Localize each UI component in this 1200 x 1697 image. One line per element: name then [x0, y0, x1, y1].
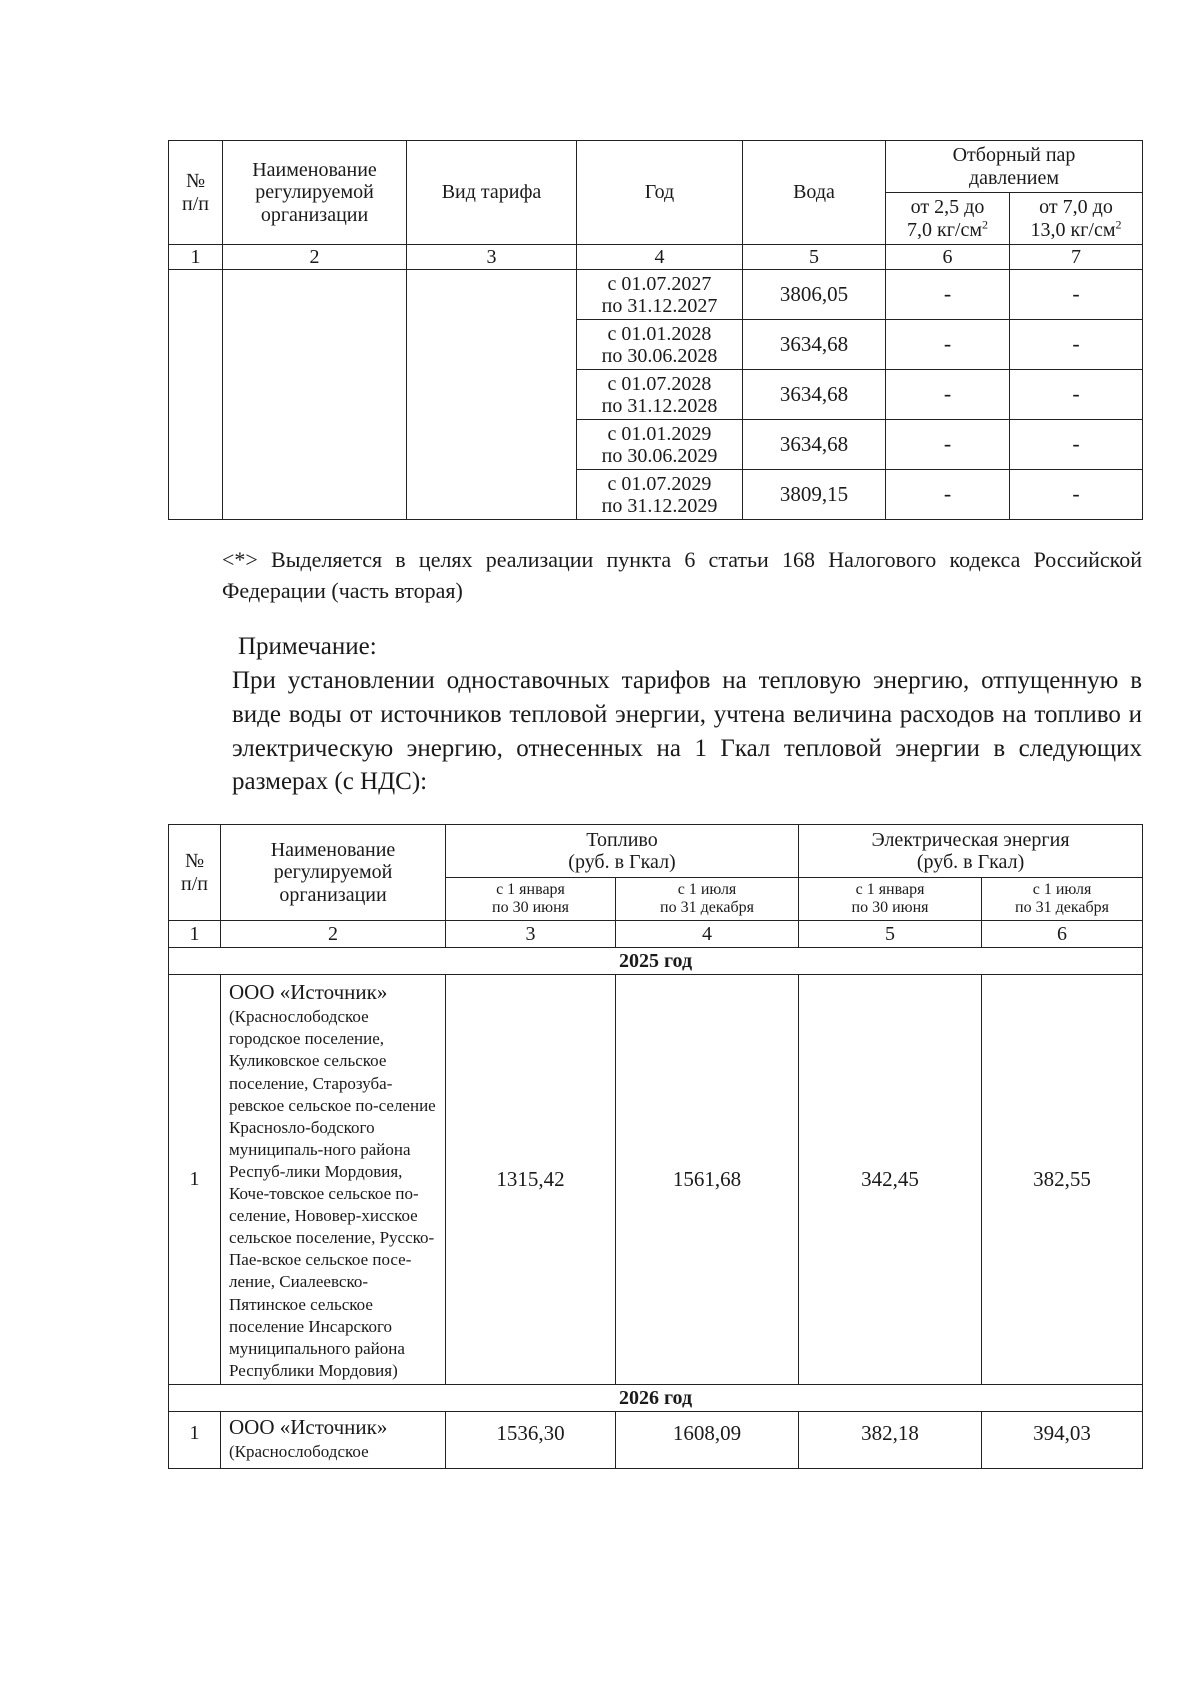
water-value: 3634,68 [743, 420, 886, 470]
header-fuel: Топливо (руб. в Гкал) [446, 825, 799, 878]
steam-low-value: - [886, 370, 1010, 420]
costs-table [168, 824, 1143, 1469]
header-electric-h1: с 1 января по 30 июня [799, 878, 982, 921]
col-number: 2 [223, 245, 407, 270]
electric-h1-value: 342,45 [799, 975, 982, 1385]
year-heading: 2026 год [169, 1384, 1143, 1411]
col-number: 6 [886, 245, 1010, 270]
col-number: 3 [407, 245, 577, 270]
fuel-h2-value: 1561,68 [616, 975, 799, 1385]
note-title: Примечание: [238, 633, 377, 660]
note-text-block [168, 664, 1142, 799]
year-heading: 2025 год [169, 948, 1143, 975]
empty-cell [169, 270, 223, 520]
steam-high-value: - [1010, 470, 1143, 520]
org-cell [221, 1411, 446, 1468]
col-number: 2 [221, 921, 446, 948]
row-index: 1 [169, 1411, 221, 1468]
period-cell: с 01.01.2029 по 30.06.2029 [577, 420, 743, 470]
header-org-name: Наименование регулируемой организации [223, 141, 407, 245]
col-number: 5 [799, 921, 982, 948]
electric-h2-value: 382,55 [982, 975, 1143, 1385]
water-value: 3806,05 [743, 270, 886, 320]
steam-low-value: - [886, 270, 1010, 320]
col-number: 4 [577, 245, 743, 270]
header-fuel-h1: с 1 января по 30 июня [446, 878, 616, 921]
period-cell: с 01.07.2027 по 31.12.2027 [577, 270, 743, 320]
water-value: 3634,68 [743, 320, 886, 370]
fuel-h1-value: 1315,42 [446, 975, 616, 1385]
org-description: (Краснослободское [229, 1442, 369, 1462]
steam-high-value: - [1010, 270, 1143, 320]
empty-cell [223, 270, 407, 520]
header-num: № п/п [169, 825, 221, 921]
steam-high-value: - [1010, 370, 1143, 420]
steam-high-value: - [1010, 320, 1143, 370]
header-num: № п/п [169, 141, 223, 245]
table-row [169, 270, 1143, 320]
water-value: 3634,68 [743, 370, 886, 420]
org-name: ООО «Источник» [229, 980, 388, 1004]
header-water: Вода [743, 141, 886, 245]
footnote [168, 545, 1142, 607]
tariff-table [168, 140, 1143, 520]
header-electric: Электрическая энергия (руб. в Гкал) [799, 825, 1143, 878]
water-value: 3809,15 [743, 470, 886, 520]
org-cell [221, 975, 446, 1385]
header-electric-h2: с 1 июля по 31 декабря [982, 878, 1143, 921]
org-name: ООО «Источник» [229, 1414, 388, 1439]
note-text: При установлении одноставочных тарифов на тепловую энергию, отпущенную в виде воды от источников тепловой энергии, учтена величина расходов на топливо и электрическую энергию, отнесенных на 1 Гкал тепловой энергии в следующих размерах (с НДС): [232, 667, 1142, 796]
fuel-h2-value: 1608,09 [616, 1411, 799, 1468]
period-cell: с 01.07.2028 по 31.12.2028 [577, 370, 743, 420]
electric-h2-value: 394,03 [982, 1411, 1143, 1468]
col-number: 1 [169, 245, 223, 270]
row-index: 1 [169, 975, 221, 1385]
col-number: 5 [743, 245, 886, 270]
col-number: 4 [616, 921, 799, 948]
header-year: Год [577, 141, 743, 245]
col-number: 1 [169, 921, 221, 948]
header-tariff-type: Вид тарифа [407, 141, 577, 245]
empty-cell [407, 270, 577, 520]
period-cell: с 01.01.2028 по 30.06.2028 [577, 320, 743, 370]
period-cell: с 01.07.2029 по 31.12.2029 [577, 470, 743, 520]
org-description: (Краснослободское городское поселение, Куликовское сельское поселение, Старозуба-ревское сельское по-селение Краснosло-бодского муниципаль-ного района Респуб-лики Мордовия, Коче-товское сельское по-селение, Нововер-хисское сельское поселение, Русско-Пае-вское сельское посе-ление, Сиалеевско-Пятинское сельское поселение Инсарского муниципального района Республики Мордовия) [229, 1007, 436, 1380]
header-org-name: Наименование регулируемой организации [221, 825, 446, 921]
fuel-h1-value: 1536,30 [446, 1411, 616, 1468]
header-steam-low: от 2,5 до 7,0 $кг/см^2$ [886, 193, 1010, 245]
table-row [169, 1411, 1143, 1468]
steam-low-value: - [886, 470, 1010, 520]
steam-high-value: - [1010, 420, 1143, 470]
header-fuel-h2: с 1 июля по 31 декабря [616, 878, 799, 921]
table-row [169, 975, 1143, 1385]
col-number: 3 [446, 921, 616, 948]
steam-low-value: - [886, 420, 1010, 470]
header-steam-high: от 7,0 до 13,0 $кг/см^2$ [1010, 193, 1143, 245]
steam-low-value: - [886, 320, 1010, 370]
footnote-text: <*> Выделяется в целях реализации пункта 6 статьи 168 Налогового кодекса Российской Федерации (часть вторая) [222, 547, 1142, 603]
header-steam: Отборный пар давлением [886, 141, 1143, 193]
col-number: 7 [1010, 245, 1143, 270]
col-number: 6 [982, 921, 1143, 948]
electric-h1-value: 382,18 [799, 1411, 982, 1468]
